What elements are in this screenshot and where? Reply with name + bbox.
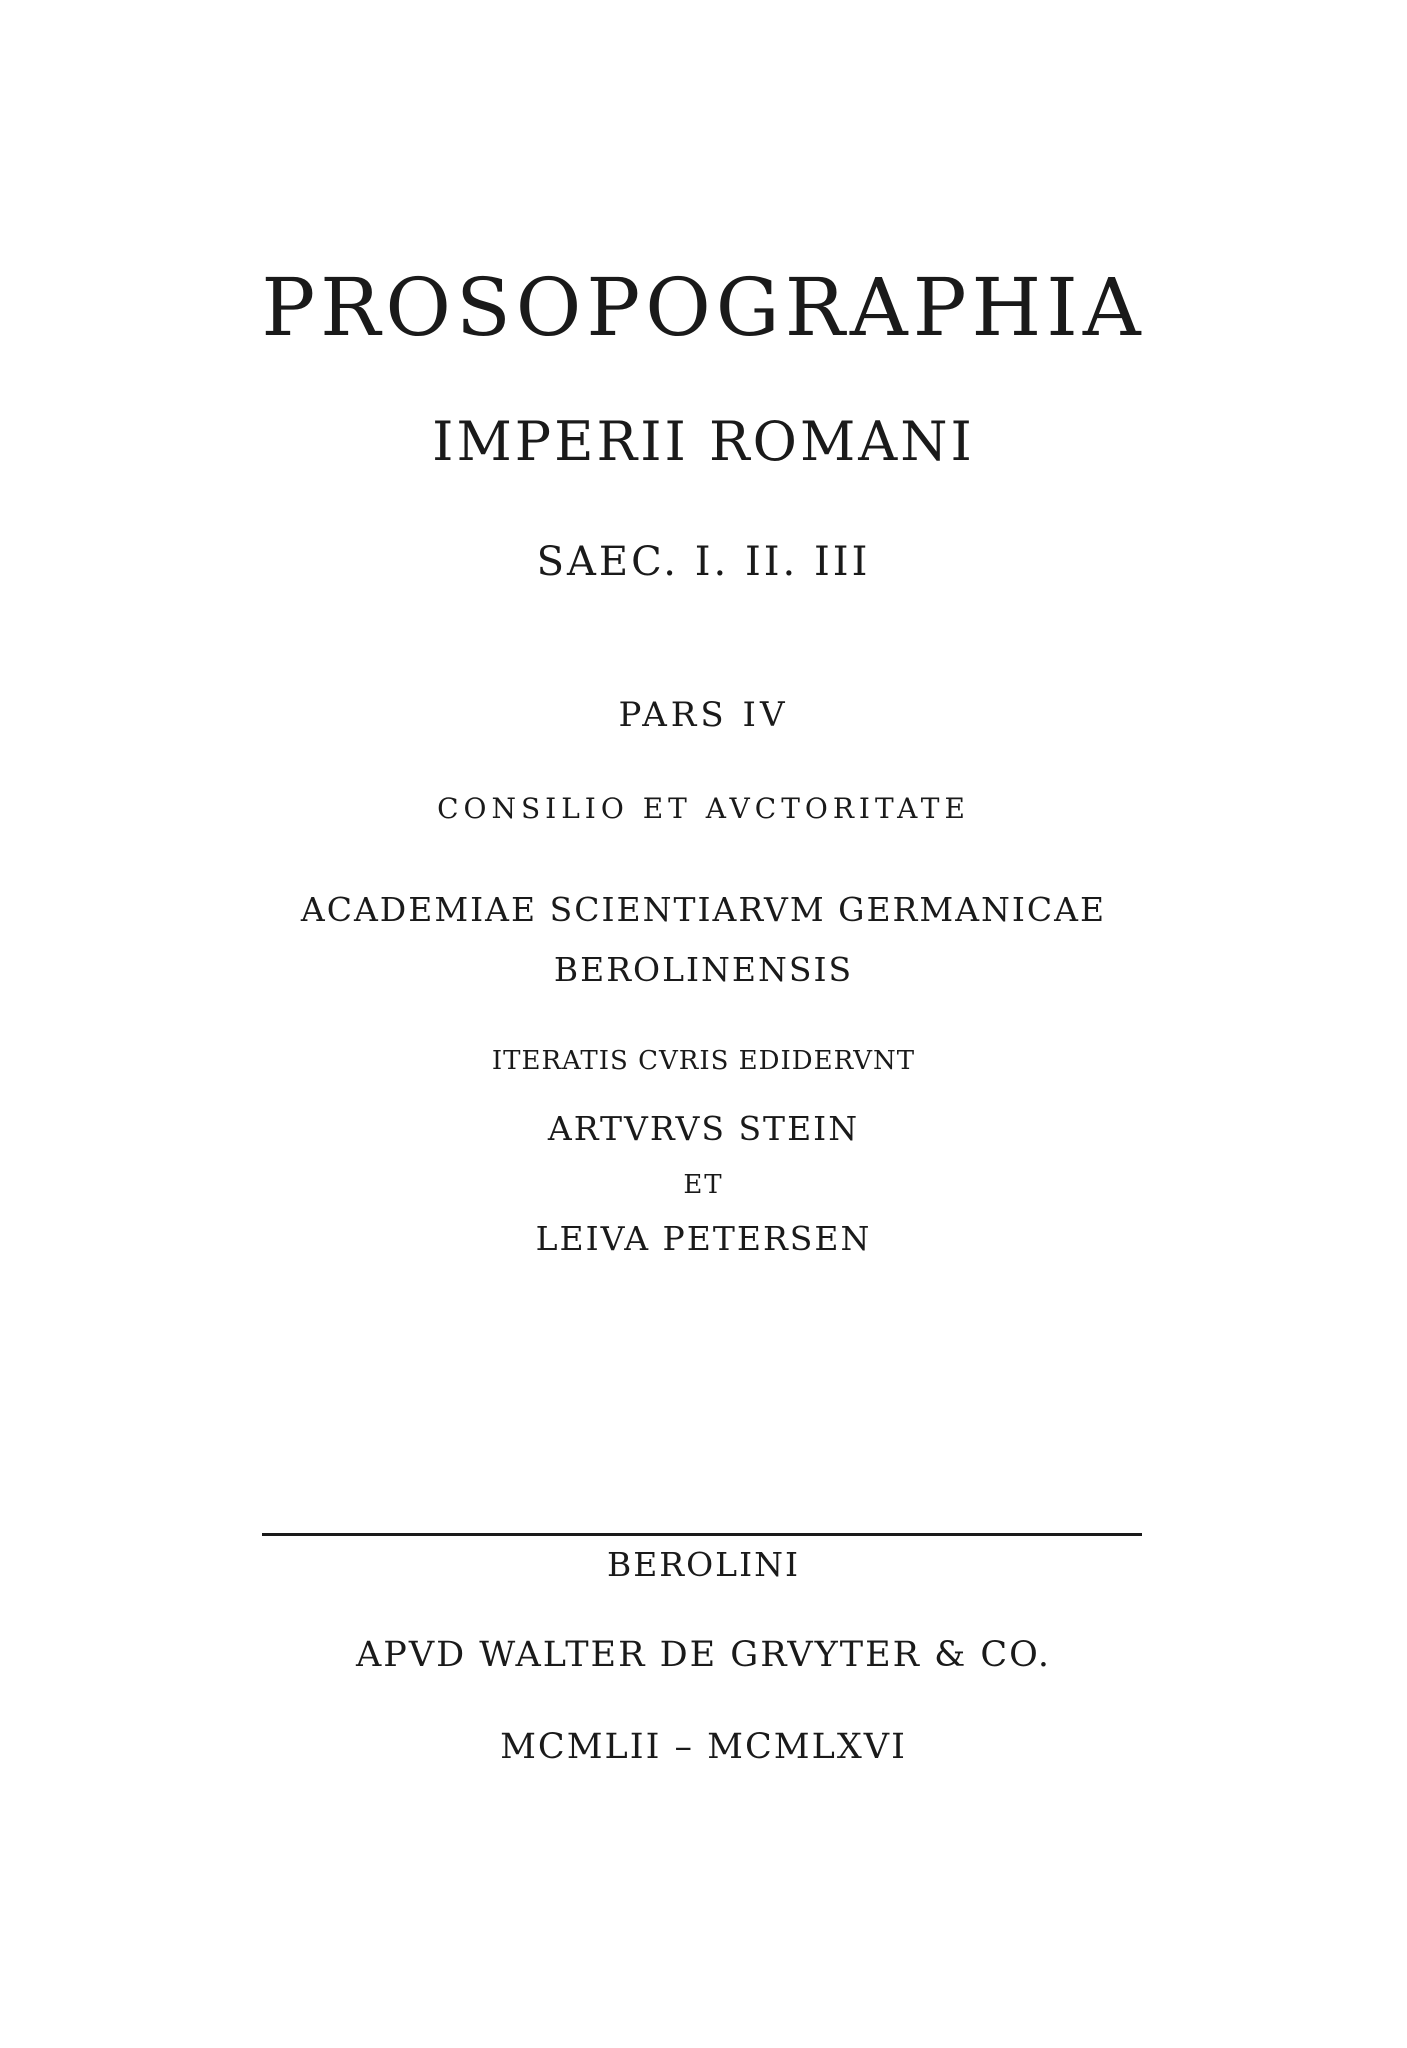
book-subtitle: IMPERII ROMANI [432, 410, 975, 473]
editor-name-2: LEIVA PETERSEN [535, 1219, 872, 1258]
editors-intro: ITERATIS CVRIS EDIDERVNT [491, 1046, 916, 1076]
imprint-place: BEROLINI [606, 1545, 801, 1584]
sponsorship-phrase: CONSILIO ET AVCTORITATE [437, 792, 970, 825]
imprint-publisher: APVD WALTER DE GRVYTER & CO. [356, 1635, 1051, 1675]
volume-part: PARS IV [618, 695, 789, 735]
editors-conjunction: ET [683, 1170, 724, 1200]
editor-name-1: ARTVRVS STEIN [547, 1109, 860, 1148]
book-title: PROSOPOGRAPHIA [261, 261, 1146, 354]
saeculum-line: SAEC. I. II. III [536, 539, 871, 585]
imprint-divider [262, 1533, 1142, 1536]
academy-name-line2: BEROLINENSIS [553, 950, 854, 989]
imprint-years: MCMLII – MCMLXVI [500, 1727, 907, 1767]
academy-name-line1: ACADEMIAE SCIENTIARVM GERMANICAE [300, 890, 1107, 929]
